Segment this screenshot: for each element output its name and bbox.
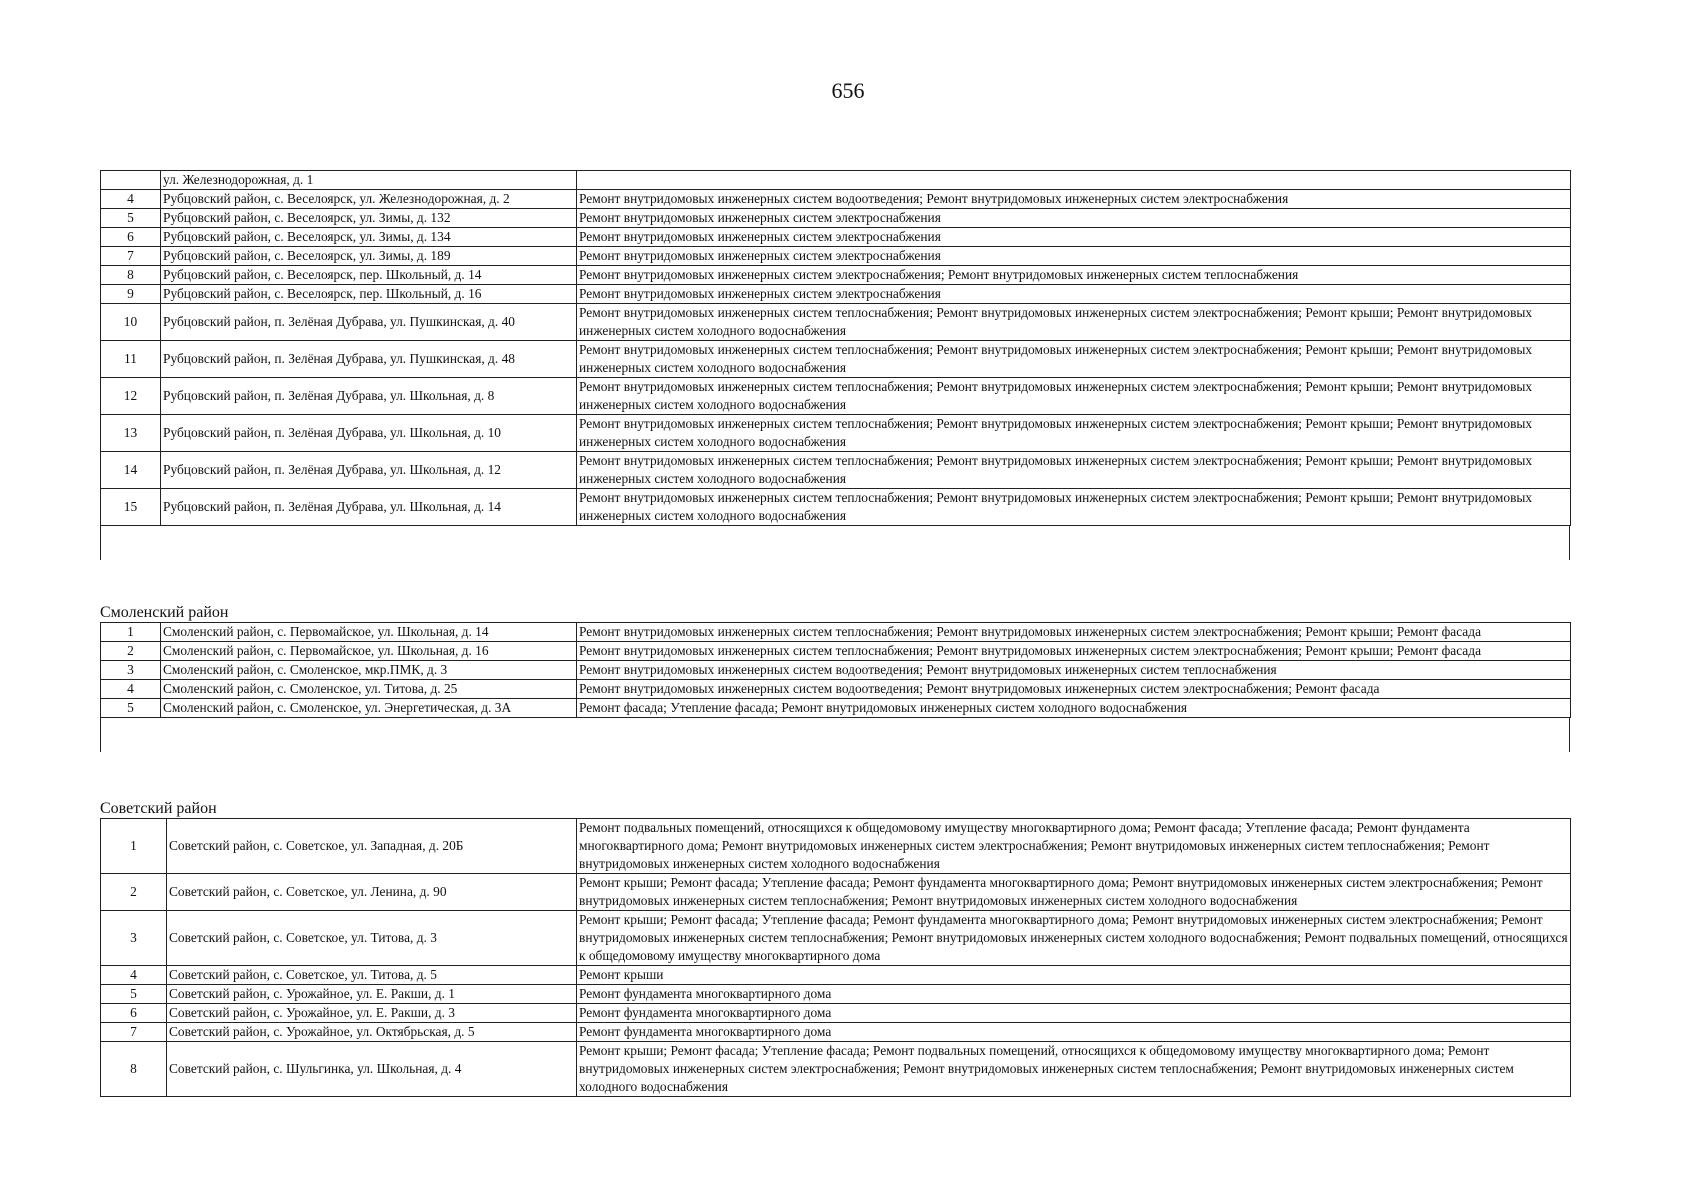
row-number <box>101 171 161 190</box>
row-address: Советский район, с. Урожайное, ул. Октябрьская, д. 5 <box>167 1023 577 1042</box>
row-work: Ремонт фундамента многоквартирного дома <box>577 1004 1571 1023</box>
row-address: Рубцовский район, п. Зелёная Дубрава, ул. Пушкинская, д. 48 <box>161 341 577 378</box>
table-row <box>101 341 1571 378</box>
row-work: Ремонт крыши; Ремонт фасада; Утепление фасада; Ремонт подвальных помещений, относящихся к общедомовому имуществу многоквартирного дома; Ремонт внутридомовых инженерных систем электроснабжения; Ремонт внутридомовых инженерных систем теплоснабжения; Ремонт внутридомовых инженерных систем холодного водоснабжения <box>577 1042 1571 1097</box>
table-row <box>101 819 1571 874</box>
row-number: 2 <box>101 874 167 911</box>
row-work: Ремонт внутридомовых инженерных систем теплоснабжения; Ремонт внутридомовых инженерных систем электроснабжения; Ремонт крыши; Ремонт внутридомовых инженерных систем холодного водоснабжения <box>577 378 1571 415</box>
row-work: Ремонт внутридомовых инженерных систем теплоснабжения; Ремонт внутридомовых инженерных систем электроснабжения; Ремонт крыши; Ремонт внутридомовых инженерных систем холодного водоснабжения <box>577 489 1571 526</box>
row-work: Ремонт внутридомовых инженерных систем теплоснабжения; Ремонт внутридомовых инженерных систем электроснабжения; Ремонт крыши; Ремонт внутридомовых инженерных систем холодного водоснабжения <box>577 452 1571 489</box>
table-row <box>101 190 1571 209</box>
row-number: 13 <box>101 415 161 452</box>
repair-table <box>100 622 1571 718</box>
table-row <box>101 489 1571 526</box>
table-row <box>101 228 1571 247</box>
section-spacer <box>100 526 1570 560</box>
row-address: Смоленский район, с. Смоленское, ул. Энергетическая, д. 3А <box>161 699 577 718</box>
row-number: 6 <box>101 228 161 247</box>
row-address: Советский район, с. Шульгинка, ул. Школьная, д. 4 <box>167 1042 577 1097</box>
table-row <box>101 985 1571 1004</box>
row-address: Рубцовский район, с. Веселоярск, ул. Зимы, д. 134 <box>161 228 577 247</box>
page-number: 656 <box>831 78 865 103</box>
row-number: 4 <box>101 680 161 699</box>
row-address: Советский район, с. Советское, ул. Титова, д. 3 <box>167 911 577 966</box>
row-address: Рубцовский район, п. Зелёная Дубрава, ул. Школьная, д. 8 <box>161 378 577 415</box>
row-work: Ремонт внутридомовых инженерных систем электроснабжения <box>577 285 1571 304</box>
row-address: ул. Железнодорожная, д. 1 <box>161 171 577 190</box>
row-number: 5 <box>101 209 161 228</box>
row-work: Ремонт фасада; Утепление фасада; Ремонт внутридомовых инженерных систем холодного водоснабжения <box>577 699 1571 718</box>
row-work: Ремонт внутридомовых инженерных систем водоотведения; Ремонт внутридомовых инженерных систем теплоснабжения <box>577 661 1571 680</box>
row-number: 4 <box>101 190 161 209</box>
row-address: Рубцовский район, с. Веселоярск, пер. Школьный, д. 16 <box>161 285 577 304</box>
table-row <box>101 209 1571 228</box>
row-number: 3 <box>101 661 161 680</box>
row-address: Смоленский район, с. Первомайское, ул. Школьная, д. 16 <box>161 642 577 661</box>
table-row <box>101 378 1571 415</box>
row-address: Рубцовский район, с. Веселоярск, ул. Железнодорожная, д. 2 <box>161 190 577 209</box>
table-block-rubtsovsky <box>100 170 1570 560</box>
table-row <box>101 1023 1571 1042</box>
row-address: Рубцовский район, п. Зелёная Дубрава, ул. Школьная, д. 14 <box>161 489 577 526</box>
row-work: Ремонт крыши <box>577 966 1571 985</box>
row-work: Ремонт внутридомовых инженерных систем водоотведения; Ремонт внутридомовых инженерных систем электроснабжения <box>577 190 1571 209</box>
row-work: Ремонт внутридомовых инженерных систем теплоснабжения; Ремонт внутридомовых инженерных систем электроснабжения; Ремонт крыши; Ремонт фасада <box>577 623 1571 642</box>
row-work: Ремонт подвальных помещений, относящихся к общедомовому имуществу многоквартирного дома; Ремонт фасада; Утепление фасада; Ремонт фундамента многоквартирного дома; Ремонт внутридомовых инженерных систем электроснабжения; Ремонт внутридомовых инженерных систем теплоснабжения; Ремонт внутридомовых инженерных систем холодного водоснабжения <box>577 819 1571 874</box>
row-address: Смоленский район, с. Смоленское, ул. Титова, д. 25 <box>161 680 577 699</box>
row-number: 12 <box>101 378 161 415</box>
table-row <box>101 247 1571 266</box>
table-row <box>101 266 1571 285</box>
row-address: Советский район, с. Урожайное, ул. Е. Ракши, д. 1 <box>167 985 577 1004</box>
row-number: 7 <box>101 1023 167 1042</box>
row-number: 5 <box>101 985 167 1004</box>
row-address: Советский район, с. Советское, ул. Ленина, д. 90 <box>167 874 577 911</box>
row-work <box>577 171 1571 190</box>
row-number: 4 <box>101 966 167 985</box>
row-number: 1 <box>101 623 161 642</box>
row-address: Смоленский район, с. Первомайское, ул. Школьная, д. 14 <box>161 623 577 642</box>
table-block-sovetsky <box>100 800 1570 1097</box>
row-work: Ремонт внутридомовых инженерных систем электроснабжения; Ремонт внутридомовых инженерных систем теплоснабжения <box>577 266 1571 285</box>
row-number: 3 <box>101 911 167 966</box>
table-row <box>101 661 1571 680</box>
row-number: 10 <box>101 304 161 341</box>
table-row <box>101 304 1571 341</box>
table-row <box>101 285 1571 304</box>
row-address: Рубцовский район, с. Веселоярск, ул. Зимы, д. 189 <box>161 247 577 266</box>
row-number: 7 <box>101 247 161 266</box>
row-address: Рубцовский район, п. Зелёная Дубрава, ул. Школьная, д. 10 <box>161 415 577 452</box>
row-address: Смоленский район, с. Смоленское, мкр.ПМК, д. 3 <box>161 661 577 680</box>
row-address: Рубцовский район, п. Зелёная Дубрава, ул. Пушкинская, д. 40 <box>161 304 577 341</box>
row-address: Рубцовский район, п. Зелёная Дубрава, ул. Школьная, д. 12 <box>161 452 577 489</box>
row-work: Ремонт внутридомовых инженерных систем теплоснабжения; Ремонт внутридомовых инженерных систем электроснабжения; Ремонт крыши; Ремонт фасада <box>577 642 1571 661</box>
row-number: 6 <box>101 1004 167 1023</box>
row-work: Ремонт внутридомовых инженерных систем теплоснабжения; Ремонт внутридомовых инженерных систем электроснабжения; Ремонт крыши; Ремонт внутридомовых инженерных систем холодного водоснабжения <box>577 304 1571 341</box>
table-row <box>101 1042 1571 1097</box>
section-title-sovetsky: Советский район <box>100 800 217 817</box>
table-row <box>101 623 1571 642</box>
row-work: Ремонт внутридомовых инженерных систем электроснабжения <box>577 209 1571 228</box>
row-work: Ремонт внутридомовых инженерных систем теплоснабжения; Ремонт внутридомовых инженерных систем электроснабжения; Ремонт крыши; Ремонт внутридомовых инженерных систем холодного водоснабжения <box>577 415 1571 452</box>
row-address: Рубцовский район, с. Веселоярск, ул. Зимы, д. 132 <box>161 209 577 228</box>
table-row <box>101 699 1571 718</box>
table-row <box>101 1004 1571 1023</box>
row-number: 8 <box>101 1042 167 1097</box>
row-number: 2 <box>101 642 161 661</box>
row-work: Ремонт внутридомовых инженерных систем водоотведения; Ремонт внутридомовых инженерных систем электроснабжения; Ремонт фасада <box>577 680 1571 699</box>
table-row <box>101 415 1571 452</box>
repair-table <box>100 170 1571 526</box>
row-work: Ремонт фундамента многоквартирного дома <box>577 985 1571 1004</box>
row-work: Ремонт крыши; Ремонт фасада; Утепление фасада; Ремонт фундамента многоквартирного дома; Ремонт внутридомовых инженерных систем электроснабжения; Ремонт внутридомовых инженерных систем теплоснабжения; Ремонт внутридомовых инженерных систем холодного водоснабжения; Ремонт подвальных помещений, относящихся к общедомовому имуществу многоквартирного дома <box>577 911 1571 966</box>
row-work: Ремонт внутридомовых инженерных систем электроснабжения <box>577 247 1571 266</box>
row-work: Ремонт фундамента многоквартирного дома <box>577 1023 1571 1042</box>
table-row <box>101 452 1571 489</box>
table-row <box>101 171 1571 190</box>
section-spacer <box>100 718 1570 752</box>
row-number: 8 <box>101 266 161 285</box>
row-address: Советский район, с. Урожайное, ул. Е. Ракши, д. 3 <box>167 1004 577 1023</box>
table-row <box>101 874 1571 911</box>
repair-table <box>100 818 1571 1097</box>
row-address: Советский район, с. Советское, ул. Титова, д. 5 <box>167 966 577 985</box>
row-address: Советский район, с. Советское, ул. Западная, д. 20Б <box>167 819 577 874</box>
table-block-smolensky <box>100 604 1570 752</box>
table-row <box>101 966 1571 985</box>
row-number: 1 <box>101 819 167 874</box>
table-row <box>101 911 1571 966</box>
row-number: 5 <box>101 699 161 718</box>
row-address: Рубцовский район, с. Веселоярск, пер. Школьный, д. 14 <box>161 266 577 285</box>
row-number: 9 <box>101 285 161 304</box>
row-number: 14 <box>101 452 161 489</box>
section-title-smolensky: Смоленский район <box>100 604 229 621</box>
row-number: 15 <box>101 489 161 526</box>
row-work: Ремонт внутридомовых инженерных систем электроснабжения <box>577 228 1571 247</box>
table-row <box>101 642 1571 661</box>
row-work: Ремонт крыши; Ремонт фасада; Утепление фасада; Ремонт фундамента многоквартирного дома; Ремонт внутридомовых инженерных систем электроснабжения; Ремонт внутридомовых инженерных систем теплоснабжения; Ремонт внутридомовых инженерных систем холодного водоснабжения <box>577 874 1571 911</box>
row-work: Ремонт внутридомовых инженерных систем теплоснабжения; Ремонт внутридомовых инженерных систем электроснабжения; Ремонт крыши; Ремонт внутридомовых инженерных систем холодного водоснабжения <box>577 341 1571 378</box>
table-row <box>101 680 1571 699</box>
row-number: 11 <box>101 341 161 378</box>
